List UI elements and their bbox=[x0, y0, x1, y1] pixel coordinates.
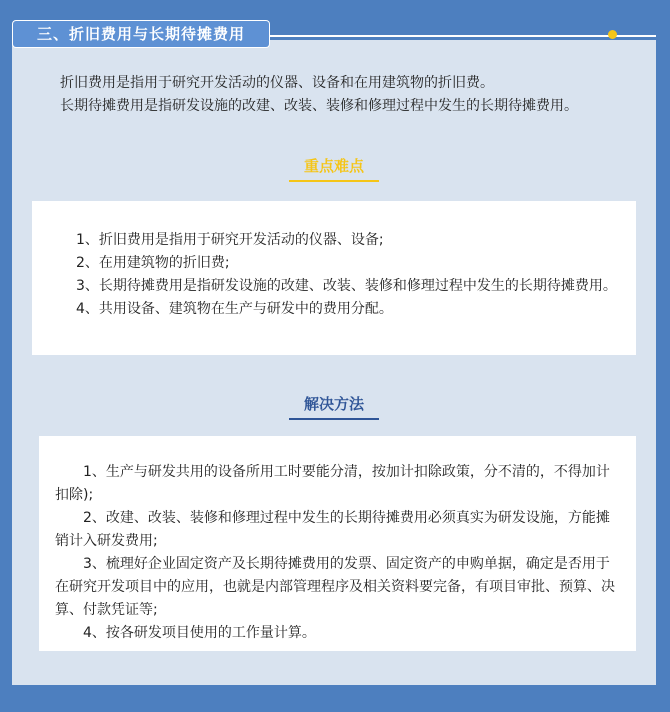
solution-item: 2、改建、改装、装修和修理过程中发生的长期待摊费用必须真实为研发设施，方能摊销计入研发费用; bbox=[55, 510, 610, 549]
solution-item: 1、生产与研发共用的设备所用工时要能分清，按加计扣除政策，分不清的，不得加计扣除); bbox=[55, 464, 610, 503]
intro-text bbox=[32, 72, 640, 118]
solution-item: 4、按各研发项目使用的工作量计算。 bbox=[83, 625, 316, 641]
solutions-underline bbox=[289, 418, 379, 420]
key-point-item: 4、共用设备、建筑物在生产与研发中的费用分配。 bbox=[76, 301, 393, 317]
key-points-card bbox=[32, 201, 636, 355]
key-points-underline bbox=[289, 180, 379, 182]
solutions-card bbox=[39, 436, 636, 651]
solutions-heading-label: 解决方法 bbox=[303, 395, 364, 413]
intro-paragraph-amortization: 长期待摊费用是指研发设施的改建、改装、装修和修理过程中发生的长期待摊费用。 bbox=[60, 98, 578, 114]
solutions-heading bbox=[289, 390, 379, 418]
key-point-item: 1、折旧费用是指用于研究开发活动的仪器、设备; bbox=[76, 232, 384, 248]
title-divider bbox=[270, 35, 656, 37]
key-points-heading-label: 重点难点 bbox=[303, 157, 364, 175]
dot-decoration-icon bbox=[608, 30, 617, 39]
key-point-item: 3、长期待摊费用是指研发设施的改建、改装、装修和修理过程中发生的长期待摊费用。 bbox=[76, 278, 617, 294]
section-title: 三、折旧费用与长期待摊费用 bbox=[13, 21, 269, 47]
solution-item: 3、梳理好企业固定资产及长期待摊费用的发票、固定资产的申购单据，确定是否用于在研究开发项目中的应用，也就是内部管理程序及相关资料要完备，有项目审批、预算、决算、付款凭证等; bbox=[55, 556, 615, 618]
intro-paragraph-depreciation: 折旧费用是指用于研究开发活动的仪器、设备和在用建筑物的折旧费。 bbox=[60, 75, 494, 91]
key-points-heading bbox=[289, 152, 379, 180]
key-point-item: 2、在用建筑物的折旧费; bbox=[76, 255, 230, 271]
